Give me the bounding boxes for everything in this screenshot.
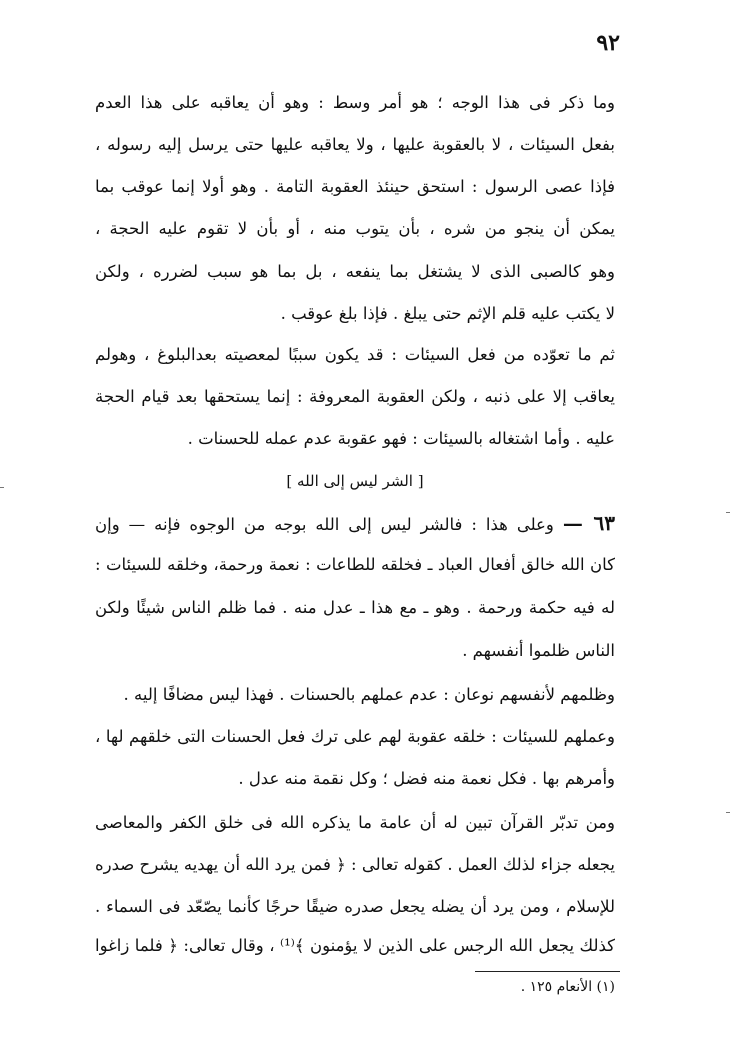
page-number: ٩٢ [596,30,620,56]
text-line: الناس ظلموا أنفسهم . [462,641,615,660]
section-heading: [ الشر ليس إلى الله ] [286,472,424,490]
text-line: وأمرهم بها . فكل نعمة منه فضل ؛ وكل نقمة منه عدل . [238,769,615,788]
section-number: ٦٣ — [562,511,615,535]
text-line: فإذا عصى الرسول : استحق حينئذ العقوبة التامة . وهو أولا إنما عوقب بما [95,177,615,196]
footnote-rule [475,971,620,972]
text-line: يعاقب إلا على ذنبه ، ولكن العقوبة المعروفة : إنما يستحقها بعد قيام الحجة [95,387,615,406]
text-line: كان الله خالق أفعال العباد ـ فخلقه للطاعات : نعمة ورحمة، وخلقه للسيئات : [95,555,615,574]
text-line: وما ذكر فى هذا الوجه ؛ هو أمر وسط : وهو أن يعاقبه على هذا العدم [95,93,615,112]
text-line: يمكن أن ينجو من شره ، بأن يتوب منه ، أو بأن لا تقوم عليه الحجة ، [95,219,615,238]
section-first-line: وعلى هذا : فالشر ليس إلى الله بوجه من الوجوه فإنه — وإن [95,515,554,534]
text-line: ومن تدبّر القرآن تبين له أن عامة ما يذكره الله فى خلق الكفر والمعاصى [95,813,615,832]
text-line: وظلمهم لأنفسهم نوعان : عدم عملهم بالحسنات . فهذا ليس مضافًا إليه . [123,685,615,704]
text-line: كذلك يجعل الله الرجس على الذين لا يؤمنون ﴾⁽¹⁾ ، وقال تعالى: ﴿ فلما زاغوا [95,936,615,955]
scan-mark [726,512,730,513]
text-line: يجعله جزاء لذلك العمل . كقوله تعالى : ﴿ فمن يرد الله أن يهديه يشرح صدره [95,855,615,874]
scan-mark [726,812,730,813]
text-line: لا يكتب عليه قلم الإثم حتى يبلغ . فإذا بلغ عوقب . [280,304,615,323]
scan-mark [0,487,4,488]
text-line: له فيه حكمة ورحمة . وهو ـ مع هذا ـ عدل منه . فما ظلم الناس شيئًا ولكن [95,598,615,617]
footnote: (١) الأنعام ١٢٥ . [520,979,615,995]
text-line [95,508,615,538]
text-line: بفعل السيئات ، لا بالعقوبة عليها ، ولا يعاقبه عليها حتى يرسل إليه رسوله ، [95,135,615,154]
text-line: ثم ما تعوّده من فعل السيئات : قد يكون سببًا لمعصيته بعدالبلوغ ، وهولم [95,345,615,364]
text-line: عليه . وأما اشتغاله بالسيئات : فهو عقوبة عدم عمله للحسنات . [187,429,615,448]
text-line: وهو كالصبى الذى لا يشتغل بما ينفعه ، بل بما هو سبب لضرره ، ولكن [95,262,615,281]
text-line: وعملهم للسيئات : خلقه عقوبة لهم على ترك فعل الحسنات التى خلقهم لها ، [95,727,615,746]
text-line: للإسلام ، ومن يرد أن يضله يجعل صدره ضيقًا حرجًا كأنما يصّعّد فى السماء . [95,897,615,916]
